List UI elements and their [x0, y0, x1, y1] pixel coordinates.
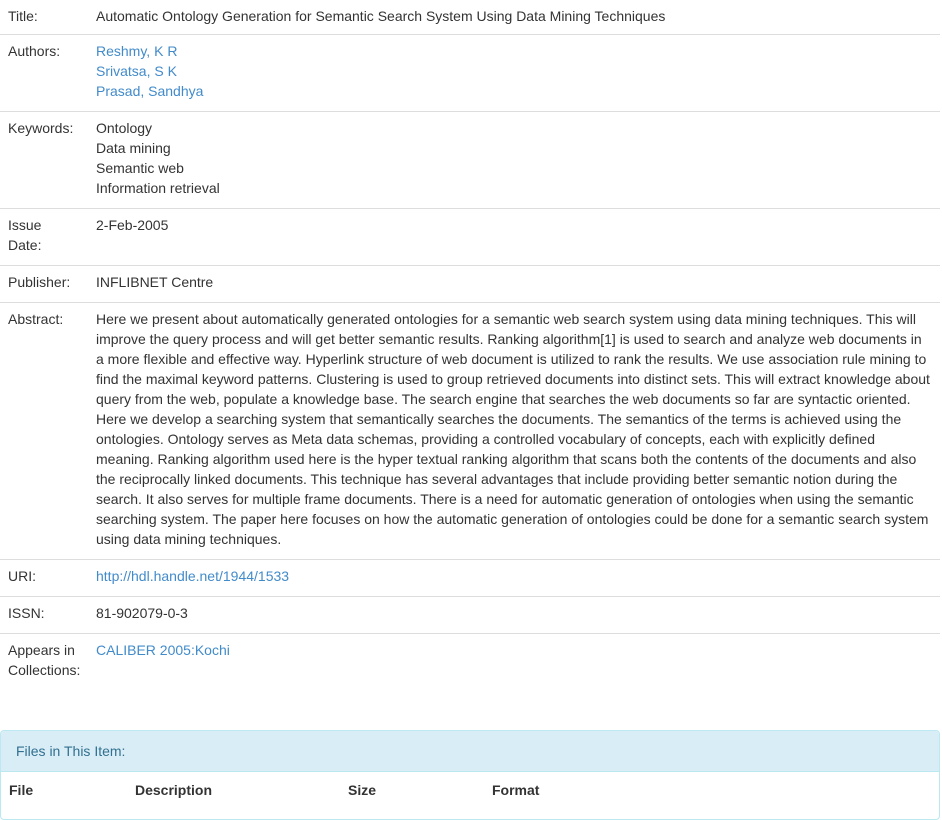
title-value: Automatic Ontology Generation for Semantic Search System Using Data Mining Techniques: [96, 8, 666, 24]
abstract-text: Here we present about automatically generated ontologies for a semantic web search system using data mining techniques. This will improve the query process and will get better semantic results. Ranking algorithm[1] is used to search and analyze web documents in a more flexible and effective way. Hyperlink structure of web document is utilized to rank the results. We use association rule mining to find the maximal keyword patterns. Clustering is used to group retrieved documents into distinct sets. This will extract knowledge about query from the web, populate a knowledge base. The search engine that searches the web documents so far are syntactic oriented. Here we develop a searching system that semantically searches the documents. The semantics of the terms is achieved using the ontologies. Ontology serves as Meta data schemas, providing a controlled vocabulary of concepts, each with explicitly defined meaning. Ranking algorithm used here is the hyper textual ranking algorithm that scans both the contents of the documents and also the reciprocally linked documents. This technique has several advantages that include providing better semantic notion during the search. It also serves for multiple frame documents. There is a need for automatic generation of ontologies when using the semantic searching system. The paper here focuses on how the automatic generation of ontologies could be done for a semantic search system using data mining techniques.: [96, 311, 930, 547]
authors-label: Authors:: [8, 43, 61, 59]
files-panel-heading: Files in This Item:: [1, 731, 939, 772]
handle-uri-link[interactable]: http://hdl.handle.net/1944/1533: [96, 568, 290, 584]
collections-label-line1: Appears in: [8, 642, 75, 658]
keyword: Ontology: [96, 120, 153, 136]
keyword: Information retrieval: [96, 180, 220, 196]
abstract-label: Abstract:: [8, 311, 64, 327]
title-row: [0, 0, 940, 35]
files-panel: [0, 730, 940, 820]
files-table-header: [1, 772, 939, 800]
uri-row: [0, 560, 940, 597]
keyword: Data mining: [96, 140, 171, 156]
keyword: Semantic web: [96, 160, 184, 176]
collection-link[interactable]: CALIBER 2005:Kochi: [96, 642, 230, 658]
column-header-size: Size: [348, 782, 377, 798]
publisher-value: INFLIBNET Centre: [96, 274, 214, 290]
issn-label: ISSN:: [8, 605, 45, 621]
abstract-row: [0, 303, 940, 560]
keywords-list: [88, 112, 940, 208]
issue-date-label-line1: Issue: [8, 217, 42, 233]
authors-row: [0, 35, 940, 112]
column-header-description: Description: [135, 782, 213, 798]
column-header-file: File: [9, 782, 34, 798]
collections-label-line2: Collections:: [8, 662, 81, 678]
author-link[interactable]: Reshmy, K R: [96, 43, 178, 59]
collections-label: [0, 634, 88, 691]
uri-label: URI:: [8, 568, 36, 584]
publisher-row: [0, 266, 940, 303]
issn-row: [0, 597, 940, 634]
issn-value: 81-902079-0-3: [96, 605, 188, 621]
title-label: Title:: [8, 8, 38, 24]
keywords-row: [0, 112, 940, 209]
author-link[interactable]: Srivatsa, S K: [96, 63, 177, 79]
issue-date-value: 2-Feb-2005: [96, 217, 169, 233]
author-link[interactable]: Prasad, Sandhya: [96, 83, 204, 99]
authors-list: [88, 35, 940, 111]
keywords-label: Keywords:: [8, 120, 74, 136]
issue-date-label: [0, 209, 88, 265]
collections-row: [0, 634, 940, 691]
issue-date-row: [0, 209, 940, 266]
column-header-format: Format: [492, 782, 540, 798]
publisher-label: Publisher:: [8, 274, 71, 290]
issue-date-label-line2: Date:: [8, 237, 42, 253]
